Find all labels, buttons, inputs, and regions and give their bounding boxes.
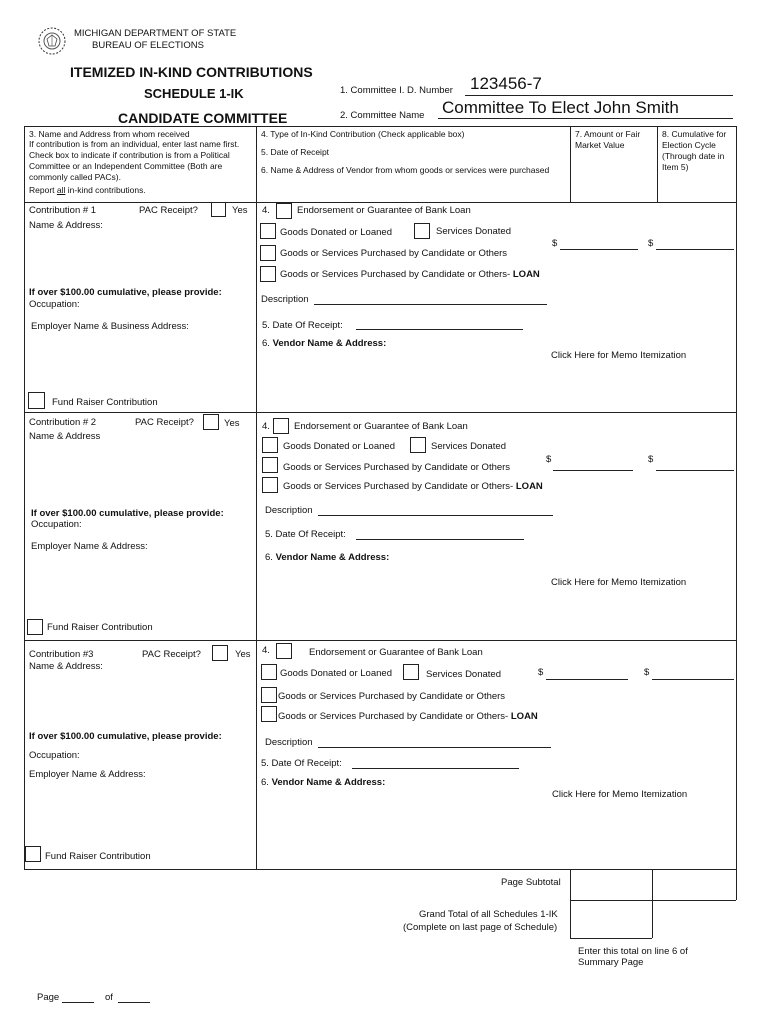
occupation-label: Occupation:: [29, 299, 80, 310]
type-number: 4.: [262, 205, 270, 216]
committee-id-value[interactable]: 123456-7: [470, 74, 542, 93]
endorsement-checkbox[interactable]: [276, 203, 292, 219]
amount-field[interactable]: [560, 249, 638, 250]
name-address-label: Name & Address:: [29, 661, 103, 672]
pac-receipt-checkbox[interactable]: [211, 202, 226, 217]
fundraiser-label: Fund Raiser Contribution: [47, 622, 153, 633]
goods-purchased-label: Goods or Services Purchased by Candidate or Others: [280, 248, 508, 259]
services-donated-label: Services Donated: [431, 441, 506, 452]
col8-header: 8. Cumulative for Election Cycle (Through date in Item 5): [662, 129, 727, 172]
vendor-label: 6. Vendor Name & Address:: [262, 338, 387, 349]
goods-donated-label: Goods Donated or Loaned: [280, 668, 392, 679]
services-donated-label: Services Donated: [426, 669, 501, 680]
goods-donated-checkbox[interactable]: [261, 664, 277, 680]
pac-receipt-label: PAC Receipt?: [139, 205, 198, 216]
name-address-label: Name & Address: [29, 431, 101, 442]
services-donated-checkbox[interactable]: [414, 223, 430, 239]
description-field[interactable]: [318, 747, 551, 748]
fundraiser-checkbox[interactable]: [25, 846, 41, 862]
pac-yes-label: Yes: [235, 649, 251, 660]
vendor-label: 6. Vendor Name & Address:: [261, 777, 386, 788]
bureau-name: BUREAU OF ELECTIONS: [92, 40, 204, 51]
page-number-field[interactable]: [62, 1002, 94, 1003]
goods-loan-label: Goods or Services Purchased by Candidate or Others- LOAN: [278, 711, 538, 722]
services-donated-checkbox[interactable]: [410, 437, 426, 453]
col7-header: 7. Amount or Fair Market Value: [575, 129, 641, 150]
pac-receipt-checkbox[interactable]: [212, 645, 228, 661]
over100-label: If over $100.00 cumulative, please provide:: [29, 287, 222, 298]
fundraiser-label: Fund Raiser Contribution: [45, 851, 151, 862]
description-field[interactable]: [318, 515, 553, 516]
goods-donated-checkbox[interactable]: [262, 437, 278, 453]
pac-receipt-label: PAC Receipt?: [135, 417, 194, 428]
committee-id-label: 1. Committee I. D. Number: [340, 85, 453, 96]
enter-total-note: Enter this total on line 6 of Summary Page: [578, 946, 688, 968]
date-receipt-field[interactable]: [356, 539, 524, 540]
name-address-label: Name & Address:: [29, 220, 103, 231]
endorsement-label: Endorsement or Guarantee of Bank Loan: [294, 421, 468, 432]
goods-purchased-checkbox[interactable]: [260, 245, 276, 261]
cumulative-dollar-sign: $: [644, 667, 650, 678]
memo-itemization-link[interactable]: Click Here for Memo Itemization: [551, 350, 687, 361]
description-label: Description: [265, 737, 313, 748]
memo-itemization-link[interactable]: Click Here for Memo Itemization: [551, 577, 687, 588]
endorsement-label: Endorsement or Guarantee of Bank Loan: [297, 205, 471, 216]
schedule-title: SCHEDULE 1-IK: [144, 86, 244, 101]
cumulative-field[interactable]: [652, 679, 734, 680]
services-donated-checkbox[interactable]: [403, 664, 419, 680]
fundraiser-label: Fund Raiser Contribution: [52, 397, 158, 408]
committee-name-label: 2. Committee Name: [340, 110, 425, 121]
col6-header: 6. Name & Address of Vendor from whom goods or services were purchased: [261, 165, 550, 175]
col3-report-all: Report all in-kind contributions.: [29, 185, 146, 195]
amount-field[interactable]: [553, 470, 633, 471]
date-receipt-field[interactable]: [352, 768, 519, 769]
description-field[interactable]: [314, 304, 547, 305]
services-donated-label: Services Donated: [436, 226, 511, 237]
occupation-label: Occupation:: [29, 750, 80, 761]
date-receipt-field[interactable]: [356, 329, 523, 330]
page-total-field[interactable]: [118, 1002, 150, 1003]
col5-header: 5. Date of Receipt: [261, 147, 330, 157]
goods-purchased-checkbox[interactable]: [261, 687, 277, 703]
department-name: MICHIGAN DEPARTMENT OF STATE: [74, 28, 237, 39]
vendor-label: 6. Vendor Name & Address:: [265, 552, 390, 563]
employer-label: Employer Name & Business Address:: [31, 321, 189, 332]
cumulative-dollar-sign: $: [648, 454, 654, 465]
amount-dollar-sign: $: [546, 454, 552, 465]
contribution-title: Contribution #3: [29, 649, 94, 660]
goods-loan-checkbox[interactable]: [262, 477, 278, 493]
pac-yes-label: Yes: [224, 418, 240, 429]
goods-donated-label: Goods Donated or Loaned: [283, 441, 395, 452]
goods-purchased-checkbox[interactable]: [262, 457, 278, 473]
page-subtotal-label: Page Subtotal: [501, 877, 561, 888]
contribution-title: Contribution # 1: [29, 205, 97, 216]
goods-loan-label: Goods or Services Purchased by Candidate or Others- LOAN: [283, 481, 543, 492]
over100-label: If over $100.00 cumulative, please provide:: [31, 508, 224, 519]
col4-header: 4. Type of In-Kind Contribution (Check applicable box): [261, 129, 465, 139]
type-number: 4.: [262, 421, 270, 432]
fundraiser-checkbox[interactable]: [27, 619, 43, 635]
col3-title: 3. Name and Address from whom received: [29, 129, 190, 139]
state-seal-icon: [37, 26, 67, 56]
goods-donated-checkbox[interactable]: [260, 223, 276, 239]
cumulative-dollar-sign: $: [648, 238, 654, 249]
amount-dollar-sign: $: [538, 667, 544, 678]
fundraiser-checkbox[interactable]: [28, 392, 45, 409]
goods-loan-label: Goods or Services Purchased by Candidate or Others- LOAN: [280, 269, 540, 280]
goods-loan-checkbox[interactable]: [261, 706, 277, 722]
cumulative-field[interactable]: [656, 470, 734, 471]
of-label: of: [105, 992, 113, 1003]
pac-receipt-label: PAC Receipt?: [142, 649, 201, 660]
goods-purchased-label: Goods or Services Purchased by Candidate or Others: [278, 691, 506, 702]
occupation-label: Occupation:: [31, 519, 82, 530]
contribution-title: Contribution # 2: [29, 417, 97, 428]
goods-donated-label: Goods Donated or Loaned: [280, 227, 392, 238]
page-label: Page: [37, 992, 60, 1003]
grand-total-label: Grand Total of all Schedules 1-IK: [419, 909, 558, 920]
date-receipt-label: 5. Date Of Receipt:: [261, 758, 342, 769]
date-receipt-label: 5. Date Of Receipt:: [265, 529, 346, 540]
description-label: Description: [265, 505, 313, 516]
endorsement-checkbox[interactable]: [273, 418, 289, 434]
cumulative-field[interactable]: [656, 249, 734, 250]
committee-name-value[interactable]: Committee To Elect John Smith: [442, 98, 679, 117]
employer-label: Employer Name & Address:: [29, 769, 146, 780]
col3-instructions: If contribution is from an individual, enter last name first. Check box to indicate if contribution is from a Political Committee or an Independent Committee (Both are commonly called PACs).: [29, 139, 240, 182]
amount-field[interactable]: [546, 679, 628, 680]
goods-loan-checkbox[interactable]: [260, 266, 276, 282]
memo-itemization-link[interactable]: Click Here for Memo Itemization: [552, 789, 688, 800]
description-label: Description: [261, 294, 309, 305]
amount-dollar-sign: $: [552, 238, 558, 249]
endorsement-checkbox[interactable]: [276, 643, 292, 659]
committee-type-title: CANDIDATE COMMITTEE: [118, 110, 288, 126]
endorsement-label: Endorsement or Guarantee of Bank Loan: [309, 647, 483, 658]
complete-note: (Complete on last page of Schedule): [403, 922, 558, 933]
form-title: ITEMIZED IN-KIND CONTRIBUTIONS: [70, 64, 313, 80]
pac-yes-label: Yes: [232, 205, 248, 216]
pac-receipt-checkbox[interactable]: [203, 414, 219, 430]
type-number: 4.: [262, 645, 270, 656]
date-receipt-label: 5. Date Of Receipt:: [262, 320, 343, 331]
goods-purchased-label: Goods or Services Purchased by Candidate or Others: [283, 462, 511, 473]
over100-label: If over $100.00 cumulative, please provide:: [29, 731, 222, 742]
employer-label: Employer Name & Address:: [31, 541, 148, 552]
